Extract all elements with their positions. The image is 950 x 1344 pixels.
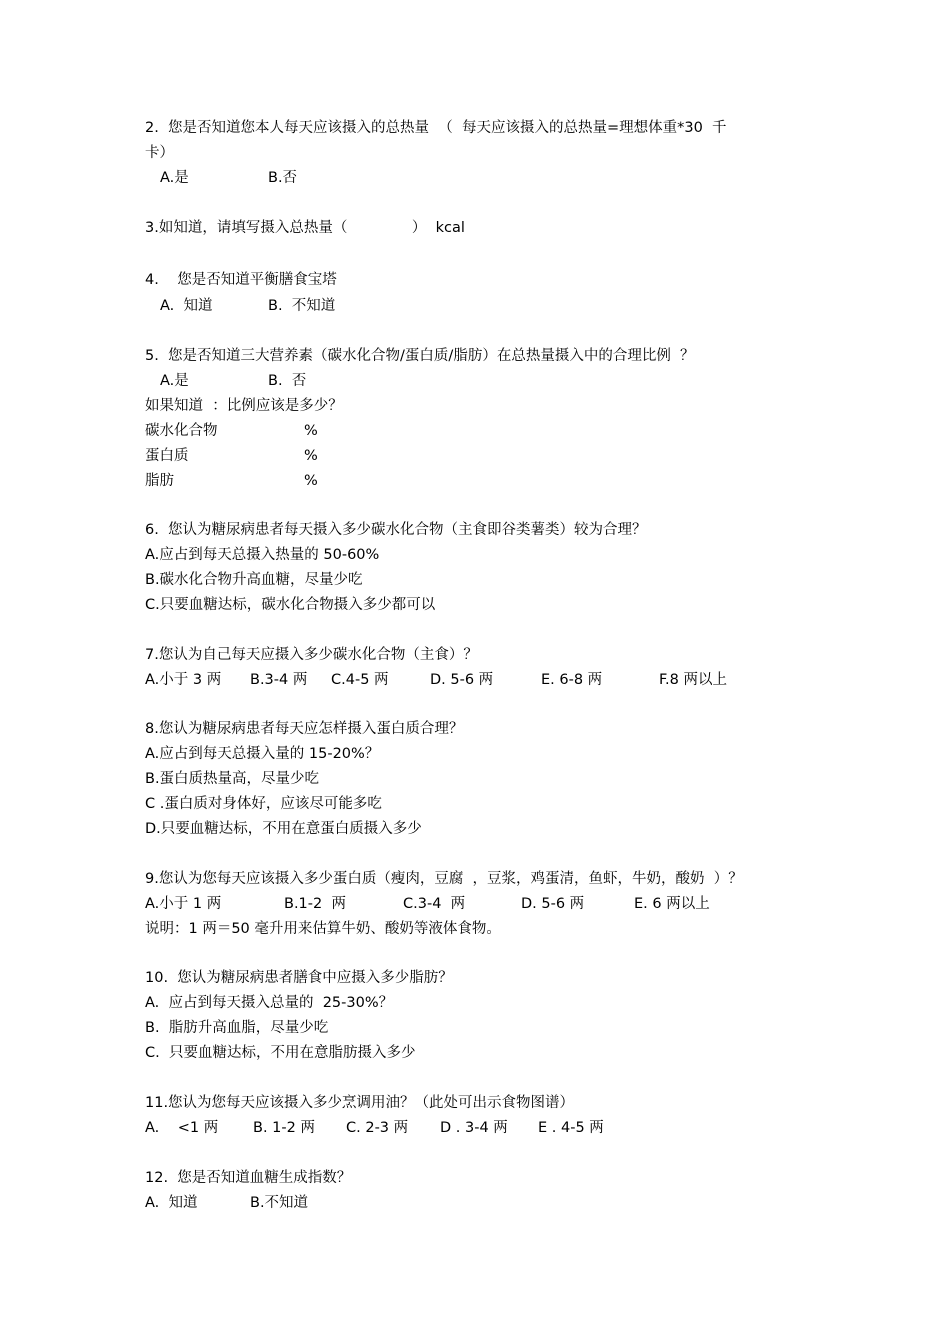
q9-option-d: D. 5-6 两 (521, 896, 585, 912)
question-6: 6. 您认为糖尿病患者每天摄入多少碳水化合物（主食即谷类薯类）较为合理？ (145, 522, 647, 538)
question-11: 11.您认为您每天应该摄入多少烹调用油？（此处可出示食物图谱） (145, 1095, 575, 1111)
question-12: 12. 您是否知道血糖生成指数？ (145, 1170, 352, 1186)
q7-option-f: F.8 两以上 (659, 672, 727, 688)
q8-option-c: C .蛋白质对身体好，应该尽可能多吃 (145, 796, 382, 812)
q4-option-a: A. 知道 (160, 298, 213, 314)
q9-option-b: B.1-2 两 (284, 896, 346, 912)
question-2-line-1: 2. 您是否知道您本人每天应该摄入的总热量 （ 每天应该摄入的总热量=理想体重*30 千 (145, 120, 727, 136)
q11-option-d: D . 3-4 两 (440, 1120, 508, 1136)
question-7: 7.您认为自己每天应摄入多少碳水化合物（主食）？ (145, 647, 478, 663)
q9-option-e: E. 6 两以上 (634, 896, 710, 912)
q12-option-a: A. 知道 (145, 1195, 198, 1211)
q10-option-b: B. 脂肪升高血脂，尽量少吃 (145, 1020, 329, 1036)
q6-option-b: B.碳水化合物升高血糖，尽量少吃 (145, 572, 363, 588)
q12-option-b: B.不知道 (250, 1195, 309, 1211)
q11-option-c: C. 2-3 两 (346, 1120, 409, 1136)
ratio-unit: % (304, 473, 318, 489)
q9-option-c: C.3-4 两 (403, 896, 466, 912)
q7-option-c: C.4-5 两 (331, 672, 389, 688)
q7-option-a: A.小于 3 两 (145, 672, 222, 688)
q8-option-d: D.只要血糖达标，不用在意蛋白质摄入多少 (145, 821, 422, 837)
q8-option-a: A.应占到每天总摄入量的 15-20%？ (145, 746, 380, 762)
question-4: 4. 您是否知道平衡膳食宝塔 (145, 272, 337, 288)
q7-option-b: B.3-4 两 (250, 672, 308, 688)
ratio-unit: % (304, 423, 318, 439)
q9-note: 说明：1 两＝50 毫升用来估算牛奶、酸奶等液体食物。 (145, 921, 501, 937)
ratio-label: 脂肪 (145, 473, 174, 489)
q6-option-a: A.应占到每天总摄入热量的 50-60% (145, 547, 380, 563)
q4-option-b: B. 不知道 (268, 298, 336, 314)
question-10: 10. 您认为糖尿病患者膳食中应摄入多少脂肪？ (145, 970, 453, 986)
ratio-label: 蛋白质 (145, 448, 189, 464)
q5-option-b: B. 否 (268, 373, 307, 389)
q10-option-a: A. 应占到每天摄入总量的 25-30%？ (145, 995, 394, 1011)
q11-option-e: E . 4-5 两 (538, 1120, 604, 1136)
q7-option-e: E. 6-8 两 (541, 672, 603, 688)
q11-option-a: A. <1 两 (145, 1120, 219, 1136)
q2-option-a: A.是 (160, 170, 189, 186)
ratio-unit: % (304, 448, 318, 464)
question-8: 8.您认为糖尿病患者每天应怎样摄入蛋白质合理？ (145, 721, 464, 737)
q5-followup: 如果知道 ：比例应该是多少？ (145, 398, 343, 414)
question-3: 3.如知道，请填写摄入总热量（ ） kcal (145, 220, 465, 236)
q9-option-a: A.小于 1 两 (145, 896, 222, 912)
q10-option-c: C. 只要血糖达标，不用在意脂肪摄入多少 (145, 1045, 416, 1061)
question-5: 5. 您是否知道三大营养素（碳水化合物/蛋白质/脂肪）在总热量摄入中的合理比例 ？ (145, 348, 695, 364)
ratio-label: 碳水化合物 (145, 423, 218, 439)
q2-option-b: B.否 (268, 170, 298, 186)
q8-option-b: B.蛋白质热量高，尽量少吃 (145, 771, 320, 787)
q7-option-d: D. 5-6 两 (430, 672, 494, 688)
question-9: 9.您认为您每天应该摄入多少蛋白质（瘦肉，豆腐 ，豆浆，鸡蛋清，鱼虾，牛奶，酸奶 ）？ (145, 871, 743, 887)
q11-option-b: B. 1-2 两 (253, 1120, 315, 1136)
q5-option-a: A.是 (160, 373, 189, 389)
question-2-line-2: 卡） (145, 145, 174, 161)
q6-option-c: C.只要血糖达标，碳水化合物摄入多少都可以 (145, 597, 436, 613)
